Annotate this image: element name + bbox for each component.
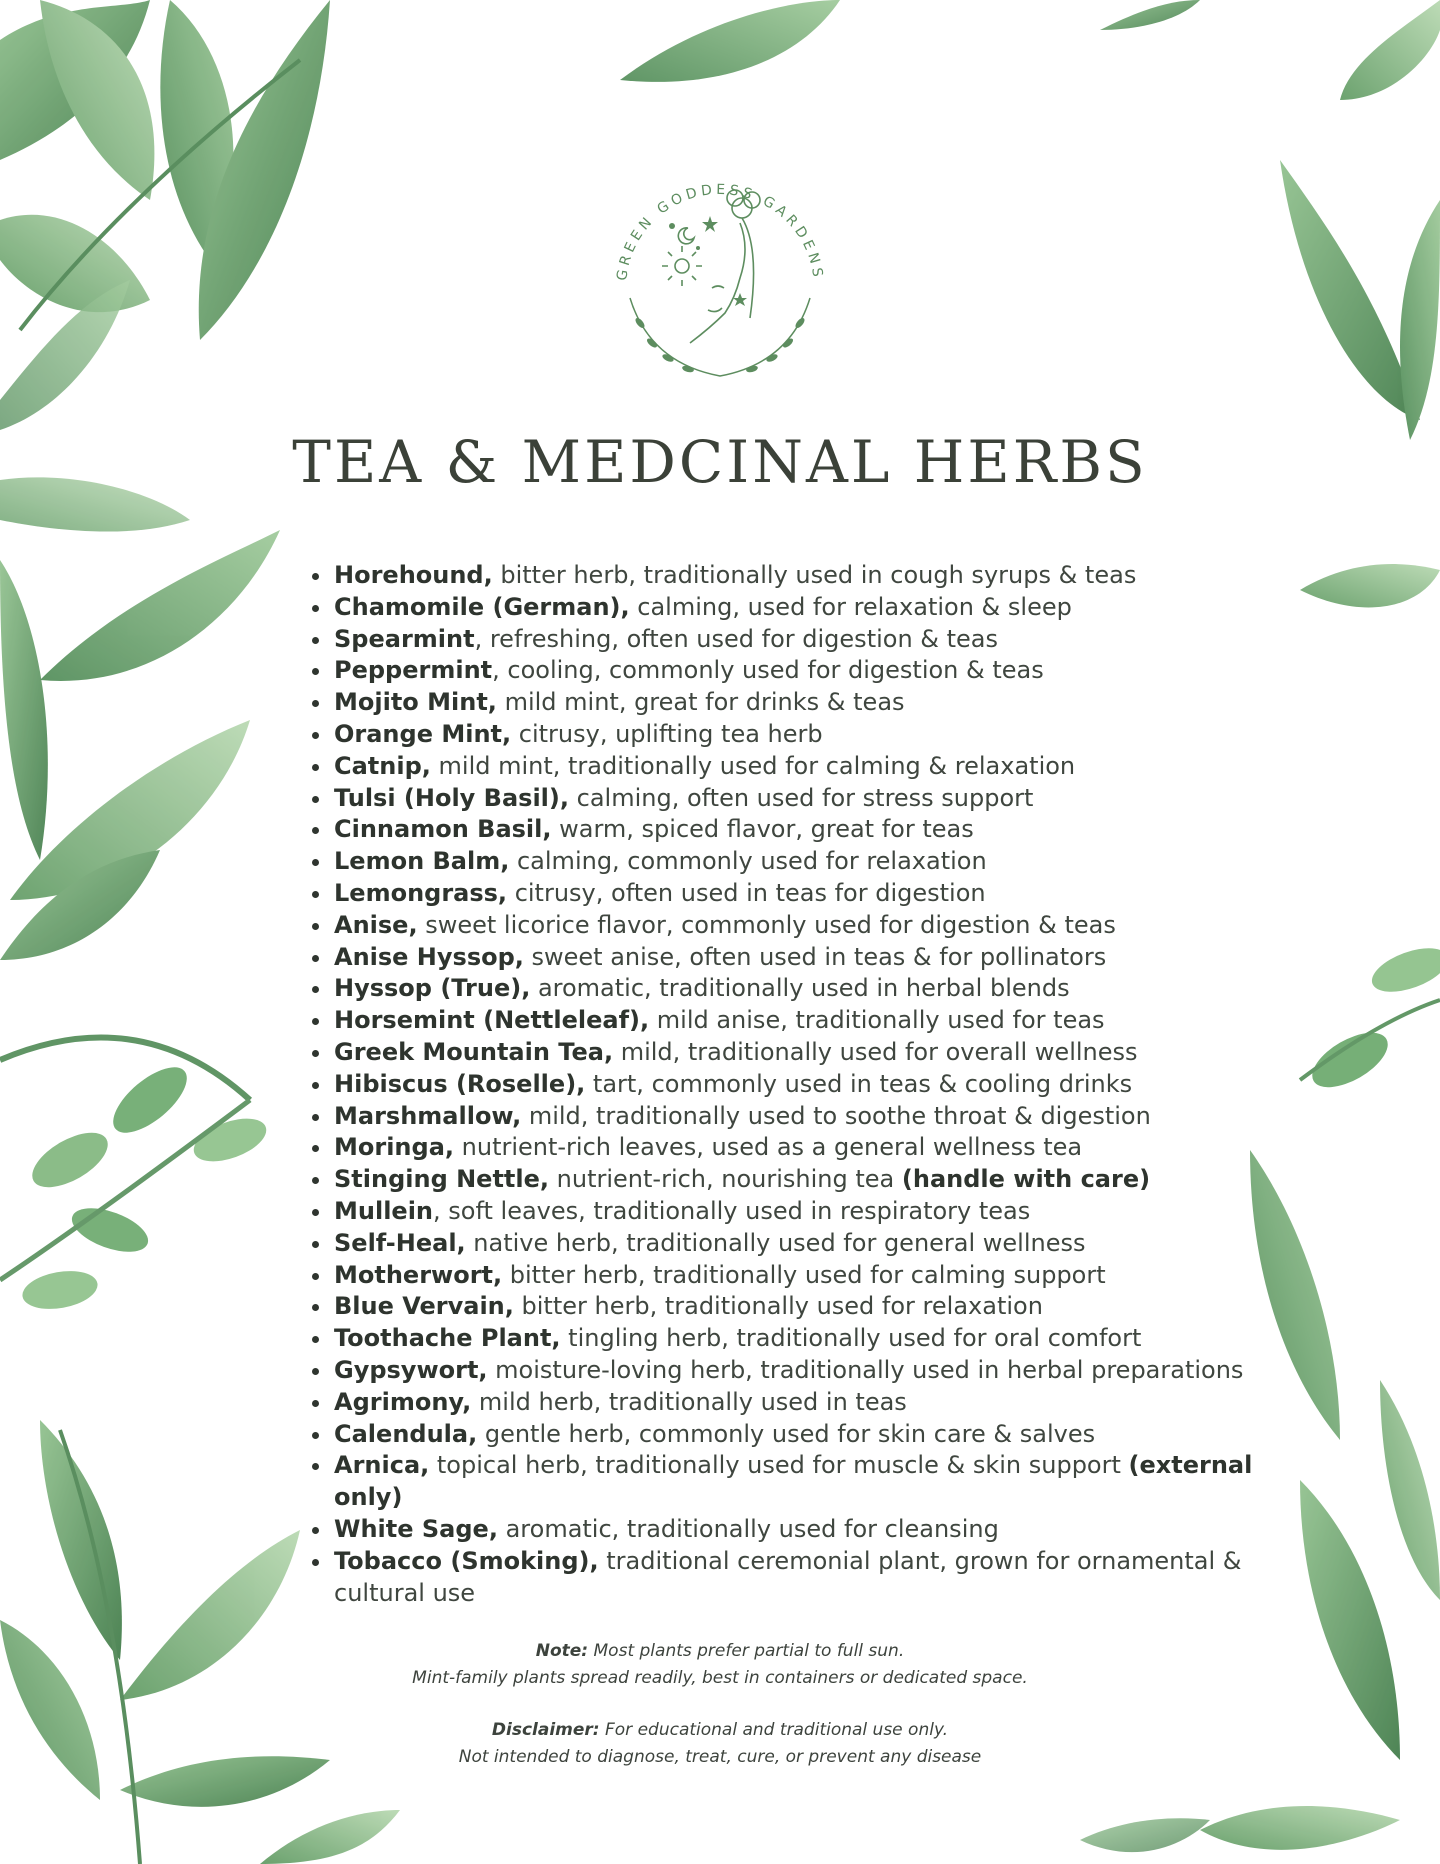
herb-name: Motherwort, <box>334 1260 503 1289</box>
herb-name: Lemongrass, <box>334 878 508 907</box>
herb-list-item <box>334 814 1326 846</box>
herb-description: sweet anise, often used in teas & for pollinators <box>523 942 1107 971</box>
herb-list-item <box>334 592 1326 624</box>
herb-description: , soft leaves, traditionally used in respiratory teas <box>433 1196 1031 1225</box>
herb-name: Anise Hyssop, <box>334 942 524 971</box>
herb-list-item <box>334 1323 1326 1355</box>
herb-description: bitter herb, traditionally used for calming support <box>502 1260 1106 1289</box>
herb-name: Moringa, <box>334 1133 455 1162</box>
herb-description: mild mint, great for drinks & teas <box>496 688 905 717</box>
herb-list-item <box>334 1355 1326 1387</box>
herb-name: Hibiscus (Roselle), <box>334 1069 586 1098</box>
herb-name: Gypsywort, <box>334 1355 488 1384</box>
herb-name: White Sage, <box>334 1514 498 1543</box>
herb-description: citrusy, often used in teas for digestion <box>507 878 986 907</box>
page-title: TEA & MEDCINAL HERBS <box>292 428 1148 496</box>
herb-name: Horehound, <box>334 561 493 589</box>
herb-list-item <box>334 1069 1326 1101</box>
herb-name: Mullein <box>334 1196 434 1225</box>
herb-description: calming, commonly used for relaxation <box>509 847 987 876</box>
svg-text:GREEN GODDESS GARDENS <box>614 182 826 282</box>
disclaimer-text: For educational and traditional use only. <box>599 1720 949 1740</box>
top-center-leaf <box>620 0 840 82</box>
herb-list-item <box>334 624 1326 656</box>
herb-list-item <box>334 560 1326 592</box>
herb-name: Chamomile (German), <box>334 592 630 621</box>
herb-name: Toothache Plant, <box>334 1324 561 1353</box>
herb-description: topical herb, traditionally used for muscle & skin support <box>429 1451 1129 1480</box>
herb-list-item <box>334 783 1326 815</box>
disclaimer-block <box>0 1717 1440 1771</box>
herb-description: aromatic, traditionally used in herbal blends <box>530 974 1070 1003</box>
herb-description: calming, used for relaxation & sleep <box>629 592 1072 621</box>
herb-description: tingling herb, traditionally used for oral comfort <box>560 1324 1142 1353</box>
herb-name: Arnica, <box>334 1451 430 1480</box>
herb-description: nutrient-rich, nourishing tea <box>549 1165 902 1194</box>
herb-name: Orange Mint, <box>334 719 512 748</box>
herb-list-item <box>334 1260 1326 1292</box>
herb-name: Catnip, <box>334 751 431 780</box>
herb-list-item <box>334 1387 1326 1419</box>
top-right-leaves <box>1280 0 1440 607</box>
herb-list-item <box>334 942 1326 974</box>
herb-description: warm, spiced flavor, great for teas <box>551 815 974 844</box>
herb-description: mild, traditionally used for overall wellness <box>613 1037 1138 1066</box>
herb-list-item <box>334 1291 1326 1323</box>
herb-list-item <box>334 1450 1326 1514</box>
herb-description: gentle herb, commonly used for skin care & salves <box>477 1419 1096 1448</box>
herb-list-item <box>334 1037 1326 1069</box>
herb-description: bitter herb, traditionally used in cough syrups & teas <box>492 561 1137 589</box>
herb-name: Lemon Balm, <box>334 847 510 876</box>
herb-description: bitter herb, traditionally used for relaxation <box>513 1292 1043 1321</box>
note-block <box>0 1638 1440 1692</box>
herb-list-item <box>334 1005 1326 1037</box>
herb-description: traditional ceremonial plant, grown for ornamental & cultural use <box>334 1546 1242 1607</box>
herb-name: Marshmallow, <box>334 1101 522 1130</box>
herb-description: moisture-loving herb, traditionally used in herbal preparations <box>487 1355 1244 1384</box>
herb-name: Cinnamon Basil, <box>334 815 552 844</box>
herb-name: Mojito Mint, <box>334 688 497 717</box>
herb-name: Horsemint (Nettleleaf), <box>334 1006 650 1035</box>
herb-list-item <box>334 751 1326 783</box>
herb-name: Calendula, <box>334 1419 478 1448</box>
logo-arc-text: GREEN GODDESS GARDENS <box>614 181 826 282</box>
herb-description: mild mint, traditionally used for calming & relaxation <box>430 751 1076 780</box>
note-label: Note: <box>535 1641 589 1661</box>
herb-description: sweet licorice flavor, commonly used for digestion & teas <box>417 910 1116 939</box>
green-goddess-gardens-logo <box>590 138 850 398</box>
herb-list-item <box>334 655 1326 687</box>
herb-list-item <box>334 910 1326 942</box>
herb-name: Hyssop (True), <box>334 974 531 1003</box>
disclaimer-line-1 <box>0 1717 1440 1744</box>
herb-list <box>308 560 1326 1609</box>
herb-caution-note: (external only) <box>334 1451 1253 1512</box>
herb-description: , refreshing, often used for digestion & teas <box>474 624 999 653</box>
herb-list-item <box>334 1419 1326 1451</box>
herb-description: tart, commonly used in teas & cooling drinks <box>585 1069 1133 1098</box>
herb-list-item <box>334 973 1326 1005</box>
herb-name: Self-Heal, <box>334 1228 466 1257</box>
herb-name: Blue Vervain, <box>334 1292 514 1321</box>
note-line-2: Mint-family plants spread readily, best in containers or dedicated space. <box>412 1668 1028 1688</box>
herb-list-item <box>334 878 1326 910</box>
herb-description: aromatic, traditionally used for cleansing <box>497 1514 999 1543</box>
herb-name: Greek Mountain Tea, <box>334 1037 614 1066</box>
herb-list-item <box>334 1196 1326 1228</box>
herb-description: calming, often used for stress support <box>569 783 1034 812</box>
herb-list-item <box>334 846 1326 878</box>
herb-list-item <box>334 719 1326 751</box>
disclaimer-line-2: Not intended to diagnose, treat, cure, or prevent any disease <box>458 1747 982 1767</box>
herb-description: nutrient-rich leaves, used as a general wellness tea <box>454 1133 1083 1162</box>
left-middle-leaves <box>0 530 280 1314</box>
goddess-face-flower-icon <box>662 190 760 343</box>
herb-list-item <box>334 1132 1326 1164</box>
herb-list-item <box>334 1546 1326 1610</box>
disclaimer-label: Disclaimer: <box>491 1720 600 1740</box>
herb-name: Agrimony, <box>334 1387 472 1416</box>
herb-description: mild herb, traditionally used in teas <box>471 1387 907 1416</box>
herb-description: native herb, traditionally used for general wellness <box>465 1228 1086 1257</box>
herb-name: Peppermint <box>334 656 493 685</box>
herb-list-item <box>334 1101 1326 1133</box>
herb-description: , cooling, commonly used for digestion & teas <box>492 656 1044 685</box>
herb-list-item <box>334 1514 1326 1546</box>
herb-description: mild, traditionally used to soothe throat & digestion <box>521 1101 1151 1130</box>
herb-list-item <box>334 1164 1326 1196</box>
herb-description: citrusy, uplifting tea herb <box>511 719 823 748</box>
herb-caution-note: (handle with care) <box>901 1165 1151 1194</box>
herb-list-item <box>334 687 1326 719</box>
herb-list-item <box>334 1228 1326 1260</box>
herb-description: mild anise, traditionally used for teas <box>649 1006 1105 1035</box>
herb-name: Tobacco (Smoking), <box>334 1546 599 1575</box>
herb-name: Spearmint <box>334 624 475 653</box>
note-line-1 <box>0 1638 1440 1665</box>
note-text: Most plants prefer partial to full sun. <box>588 1641 905 1661</box>
herb-name: Anise, <box>334 910 418 939</box>
herb-name: Tulsi (Holy Basil), <box>334 783 569 812</box>
herb-name: Stinging Nettle, <box>334 1165 550 1194</box>
